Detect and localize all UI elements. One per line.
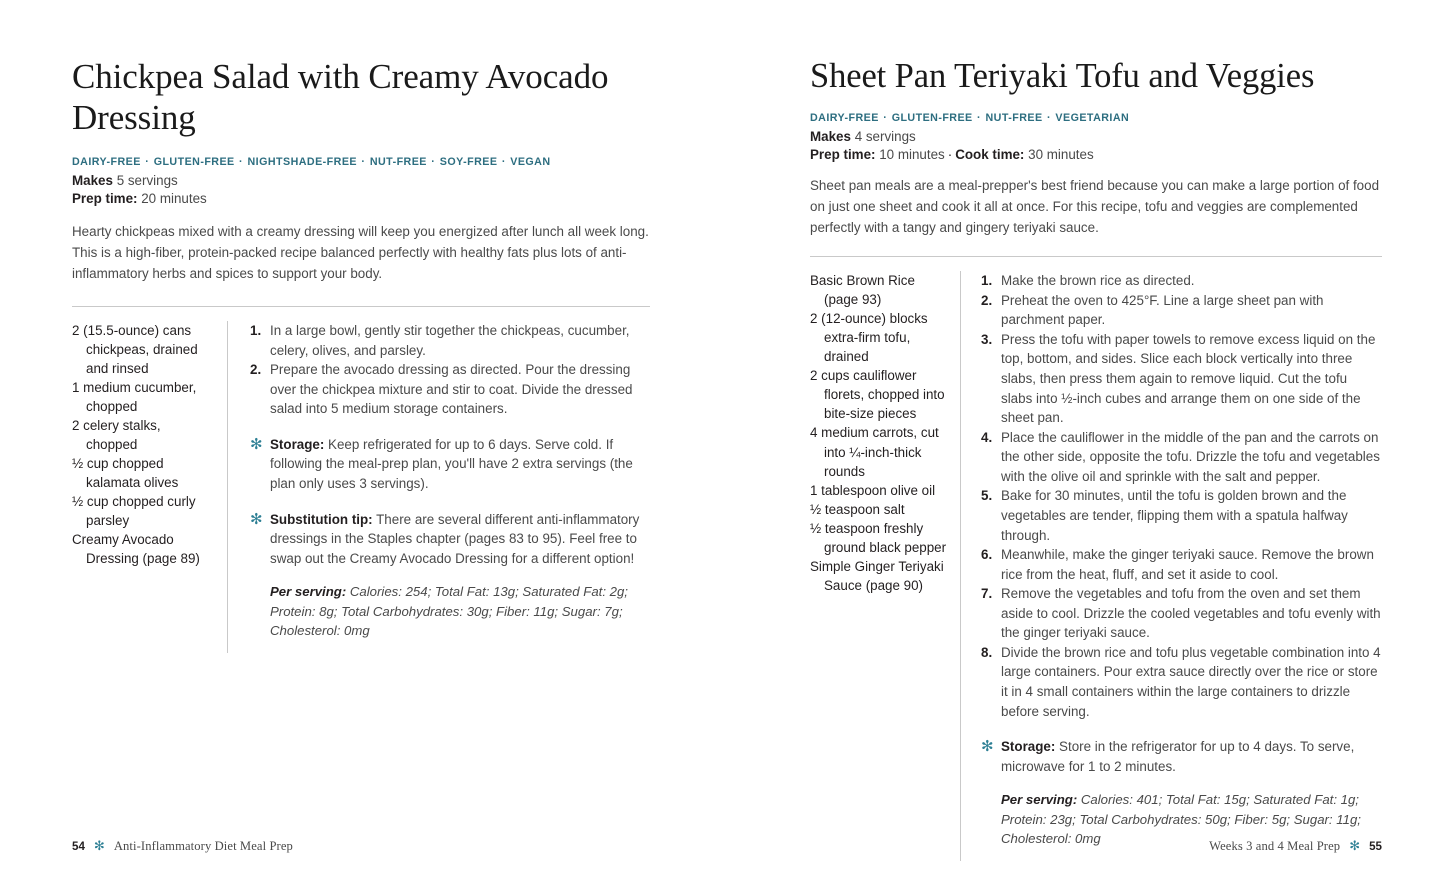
note-label: Substitution tip:	[270, 511, 373, 527]
diet-tag-separator: ·	[235, 155, 247, 168]
step-text: Remove the vegetables and tofu from the oven and set them aside to cool. Drizzle the cooled vegetables and tofu evenly with the ginger teriyaki sauce.	[1001, 586, 1381, 641]
instruction-step	[981, 643, 1382, 721]
step-number: 8.	[981, 644, 993, 660]
diet-tag-list	[72, 156, 650, 168]
step-text: Meanwhile, make the ginger teriyaki sauce. Remove the brown rice from the heat, fluff, and set it aside to cool.	[1001, 547, 1374, 582]
recipe-note	[250, 510, 650, 569]
instruction-step	[981, 486, 1382, 545]
book-title: Anti-Inflammatory Diet Meal Prep	[113, 838, 293, 853]
prep-time-label: Prep time:	[810, 147, 876, 163]
recipe-note	[250, 435, 650, 494]
instruction-step	[981, 271, 1382, 291]
instruction-step	[250, 360, 650, 419]
steps-list	[981, 271, 1382, 721]
notes-list	[250, 435, 650, 568]
cook-time-label: Cook time:	[955, 147, 1025, 163]
asterisk-icon: ✻	[250, 510, 263, 528]
page-left	[0, 0, 722, 891]
section-divider	[810, 256, 1382, 257]
page-number: 55	[1369, 839, 1382, 853]
diet-tag-separator: ·	[1043, 111, 1055, 124]
note-body	[1001, 737, 1382, 776]
instruction-step	[981, 330, 1382, 428]
diet-tag-separator: ·	[427, 155, 439, 168]
diet-tag: NIGHTSHADE-FREE	[247, 155, 357, 168]
ingredient-item: 2 celery stalks, chopped	[72, 418, 161, 453]
note-label: Storage:	[270, 436, 325, 452]
note-text: Store in the refrigerator for up to 4 days. To serve, microwave for 1 to 2 minutes.	[1001, 739, 1355, 774]
ingredient-item: ½ cup chopped kalamata olives	[72, 456, 179, 491]
ingredient-item: ½ teaspoon salt	[810, 501, 905, 517]
instructions-column	[961, 271, 1382, 861]
nutrition-label: Per serving:	[270, 584, 347, 600]
prep-time-line	[72, 190, 650, 209]
footer-left	[72, 838, 293, 854]
step-number: 4.	[981, 429, 993, 445]
instruction-step	[981, 428, 1382, 487]
ingredient-item: 2 cups cauliflower florets, chopped into bite-size pieces	[810, 368, 945, 422]
recipe-intro: Hearty chickpeas mixed with a creamy dressing will keep you energized after lunch all week long. This is a high-fiber, protein-packed recipe balanced perfectly with healthy fats plus lots of anti-inflammatory herbs and spices to support your body.	[72, 223, 649, 281]
ingredient-item: ½ cup chopped curly parsley	[72, 494, 196, 529]
instructions-column	[228, 321, 650, 653]
steps-list	[250, 321, 650, 419]
diet-tag: SOY-FREE	[439, 155, 498, 168]
step-number: 2.	[981, 292, 993, 308]
ingredient-item: Creamy Avocado Dressing (page 89)	[72, 532, 200, 567]
makes-label: Makes	[810, 128, 851, 144]
step-number: 1.	[981, 273, 993, 289]
ingredient-item: 2 (12-ounce) blocks extra-firm tofu, drained	[810, 311, 928, 365]
ingredient-item: Simple Ginger Teriyaki Sauce (page 90)	[810, 558, 944, 593]
instruction-step	[250, 321, 650, 360]
time-line	[810, 146, 1382, 165]
nutrition-info	[270, 582, 650, 640]
prep-time-value: 20 minutes	[141, 191, 207, 207]
ingredient-item: 4 medium carrots, cut into ¼-inch-thick rounds	[810, 425, 939, 479]
makes-label: Makes	[72, 172, 113, 188]
recipe-body	[810, 271, 1382, 861]
instruction-step	[981, 545, 1382, 584]
ingredient-item: Basic Brown Rice (page 93)	[810, 273, 915, 308]
diet-tag: DAIRY-FREE	[72, 155, 141, 168]
instruction-step	[981, 291, 1382, 330]
step-text: Divide the brown rice and tofu plus vegetable combination into 4 large containers. Pour extra sauce directly over the rice or store it in 4 small containers within the large containers to drizzle before serving.	[1001, 644, 1381, 719]
makes-value: 4 servings	[854, 128, 916, 144]
ingredient-item: 1 medium cucumber, chopped	[72, 380, 197, 415]
page-title: Sheet Pan Teriyaki Tofu and Veggies	[810, 57, 1315, 95]
note-text: There are several different anti-inflammatory dressings in the Staples chapter (pages 83 to 95). Feel free to swap out the Creamy Avocado Dressing for a different option!	[270, 511, 640, 566]
page-right	[722, 0, 1444, 891]
step-text: Place the cauliflower in the middle of the pan and the carrots on the other side, opposite the tofu. Drizzle the tofu and vegetables with the olive oil and sprinkle with the salt and pepper.	[1001, 429, 1380, 484]
diet-tag-separator: ·	[357, 155, 369, 168]
makes-line	[810, 128, 1382, 147]
diet-tag: DAIRY-FREE	[810, 111, 879, 124]
recipe-body	[72, 321, 650, 653]
diet-tag-list	[810, 112, 1382, 124]
recipe-intro: Sheet pan meals are a meal-prepper's best friend because you can make a large portion of food on just one sheet and cook it all at once. For this recipe, tofu and veggies are complemented perfectly with a tangy and gingery teriyaki sauce.	[810, 177, 1380, 236]
nutrition-values: Calories: 254; Total Fat: 13g; Saturated Fat: 2g; Protein: 8g; Total Carbohydrates: 30g; Fiber: 11g; Sugar: 7g; Cholesterol: 0mg	[270, 584, 628, 638]
step-text: Bake for 30 minutes, until the tofu is golden brown and the vegetables are tender, flipping them with a spatula halfway through.	[1001, 488, 1348, 543]
makes-value: 5 servings	[116, 172, 178, 188]
diet-tag: GLUTEN-FREE	[891, 111, 973, 124]
diet-tag: GLUTEN-FREE	[153, 155, 235, 168]
note-text: Keep refrigerated for up to 6 days. Serve cold. If following the meal-prep plan, you'll have 2 extra servings (the plan only uses 3 servings).	[270, 436, 633, 492]
step-text: Prepare the avocado dressing as directed. Pour the dressing over the chickpea mixture and stir to coat. Divide the dressed salad into 5 medium storage containers.	[270, 362, 633, 417]
instruction-step	[981, 584, 1382, 643]
diet-tag: VEGETARIAN	[1055, 111, 1130, 124]
step-number: 1.	[250, 323, 262, 339]
note-label: Storage:	[1001, 739, 1056, 755]
step-number: 3.	[981, 331, 993, 347]
step-text: Make the brown rice as directed.	[1001, 273, 1195, 289]
note-body	[270, 435, 650, 494]
step-text: Press the tofu with paper towels to remove excess liquid on the top, bottom, and sides. Slice each block vertically into three slabs, then press them again to remove liquid. Cut the tofu slabs into ½-inch cubes and arrange them on one side of the sheet pan.	[1001, 331, 1376, 426]
chapter-title: Weeks 3 and 4 Meal Prep	[1209, 838, 1341, 853]
recipe-note	[981, 737, 1382, 776]
ingredient-item: 1 tablespoon olive oil	[810, 482, 936, 498]
diet-tag: NUT-FREE	[369, 155, 427, 168]
diet-tag-separator: ·	[879, 111, 891, 124]
step-number: 6.	[981, 547, 993, 563]
makes-line	[72, 172, 650, 191]
prep-time-value: 10 minutes	[879, 147, 945, 163]
nutrition-label: Per serving:	[1001, 792, 1078, 808]
step-text: In a large bowl, gently stir together the chickpeas, cucumber, celery, olives, and parsley.	[270, 323, 630, 358]
ingredients-list	[72, 321, 227, 653]
asterisk-icon: ✻	[93, 838, 105, 853]
diet-tag: NUT-FREE	[985, 111, 1043, 124]
page-number: 54	[72, 839, 85, 853]
step-number: 7.	[981, 586, 993, 602]
ingredient-item: ½ teaspoon freshly ground black pepper	[810, 520, 947, 555]
section-divider	[72, 306, 650, 307]
prep-time-label: Prep time:	[72, 191, 138, 207]
diet-tag-separator: ·	[498, 155, 510, 168]
nutrition-values: Calories: 401; Total Fat: 15g; Saturated Fat: 1g; Protein: 23g; Total Carbohydrates: 50g; Fiber: 5g; Sugar: 11g; Cholesterol: 0mg	[1001, 792, 1361, 846]
asterisk-icon: ✻	[981, 738, 994, 756]
footer-right	[1209, 838, 1382, 854]
diet-tag-separator: ·	[141, 155, 153, 168]
step-number: 2.	[250, 362, 262, 378]
diet-tag: VEGAN	[510, 155, 551, 168]
step-text: Preheat the oven to 425°F. Line a large sheet pan with parchment paper.	[1001, 292, 1324, 328]
asterisk-icon: ✻	[250, 435, 263, 453]
asterisk-icon: ✻	[1349, 838, 1361, 853]
ingredients-list	[810, 271, 960, 861]
note-body	[270, 510, 650, 569]
cook-time-value: 30 minutes	[1028, 147, 1094, 163]
page-title: Chickpea Salad with Creamy Avocado Dressing	[72, 57, 609, 138]
step-number: 5.	[981, 488, 993, 504]
diet-tag-separator: ·	[973, 111, 985, 124]
ingredient-item: 2 (15.5-ounce) cans chickpeas, drained and rinsed	[72, 323, 198, 377]
notes-list	[981, 737, 1382, 776]
meta-separator: ·	[947, 147, 953, 163]
